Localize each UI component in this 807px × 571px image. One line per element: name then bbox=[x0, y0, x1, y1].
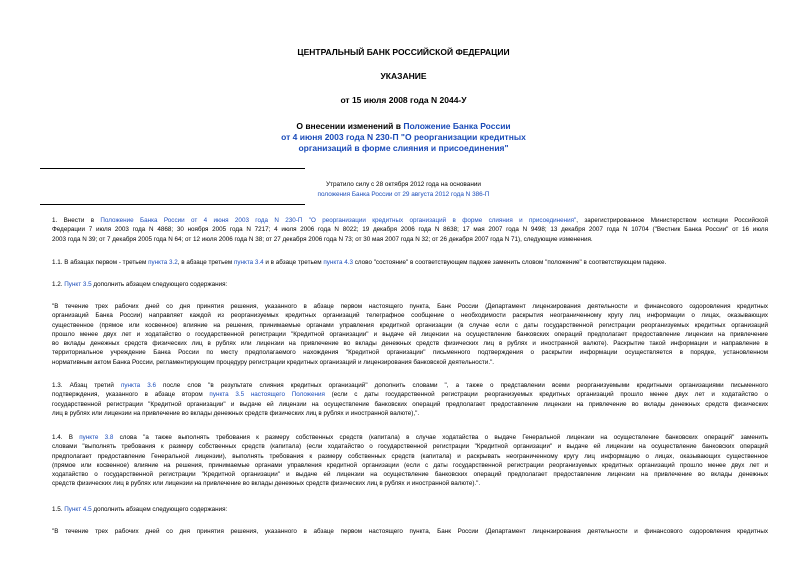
clause-3-5-link[interactable]: пункта 3.5 настоящего Положения bbox=[209, 391, 325, 399]
quoted-paragraph-1 bbox=[40, 302, 768, 367]
regulation-230p-link[interactable]: Положение Банка России от 4 июня 2003 года N 230-П "О реорганизации кредитных организаций в форме слияния и присоединения" bbox=[100, 217, 577, 224]
lost-force-link[interactable]: положения Банка России от 29 августа 2012 года N 386-П bbox=[317, 190, 490, 198]
clause-3-5-link[interactable]: Пункт 3.5 bbox=[64, 281, 92, 288]
text-span: дополнить абзацем следующего содержания: bbox=[91, 506, 228, 513]
clause-3-6-link[interactable]: пункта 3.6 bbox=[120, 382, 156, 389]
text-span: , зарегистрированное Министерством юстиции Российской bbox=[576, 217, 768, 224]
paragraph-1-5 bbox=[40, 505, 768, 514]
paragraph-line: 2003 года N 39; от 7 декабря 2005 года N 64; от 12 июля 2006 года N 38; от 27 декабря 2006 года N 73; от 30 мая 2007 года N 32; от 26 декабря 2007 года N 71), следующие изменения. bbox=[52, 235, 593, 243]
title-line-1 bbox=[200, 121, 607, 132]
paragraph-1 bbox=[40, 216, 768, 244]
text-span: слова "а также выполнять требования к размеру собственных средств (капитала) в случае ходатайства о выдаче Генеральной лицензии на осуществление банковских операций" заменить bbox=[113, 434, 768, 441]
paragraph-line bbox=[40, 505, 768, 514]
paragraph-line: нормативным актом Банка России, регламентирующим процедуру регистрации кредитных организаций и лицензирования банковской деятельности.". bbox=[52, 358, 495, 366]
text-span: , в абзаце третьем bbox=[177, 259, 234, 266]
paragraph-line: территориальное учреждение Банка России по месту предполагаемого нахождения "Кредитной организации" письменного подтверждения о раскрытии информации осуществляется в порядке, установленном bbox=[52, 349, 768, 357]
text-span: после слов "в результате слияния кредитных организаций" дополнить словами ", а также о представлении всеми реорганизуемыми кредитными организациями письменного bbox=[155, 382, 768, 389]
text-span: (если с даты государственной регистрации реорганизуемых кредитных организаций прошло менее двух лет и ходатайство о bbox=[324, 391, 768, 399]
clause-3-2-link[interactable]: пункта 3.2 bbox=[148, 259, 178, 266]
text-span: 1.3. Абзац третий bbox=[52, 382, 121, 389]
paragraph-line bbox=[40, 390, 768, 399]
title-link-part-2[interactable]: от 4 июня 2003 года N 230-П "О реорганизации кредитных bbox=[281, 132, 526, 142]
paragraph-line: "В течение трех рабочих дней со дня принятия решения, указанного в абзаце первом настоящего пункта, Банк России (Департамент лицензирования деятельности и финансового оздоровления кредитных bbox=[52, 528, 768, 535]
text-span: 1.4. В bbox=[52, 434, 80, 441]
paragraph-line bbox=[40, 433, 768, 442]
paragraph-line bbox=[40, 381, 768, 390]
paragraph-line: лиц в рублях или лицензии на привлечение во вклады денежных средств физических лиц в рублях и иностранной валюте),". bbox=[52, 409, 420, 417]
paragraph-line: Федерации 7 июля 2003 года N 4868; 30 ноября 2005 года N 7217; 4 июля 2006 года N 8022; 19 декабря 2006 года N 8638; 17 мая 2007 года N 9498; 13 декабря 2007 года N 10704 ("Вестник Банка России" от 16 июля bbox=[52, 226, 768, 234]
paragraph-1-2 bbox=[40, 280, 768, 289]
paragraph-line bbox=[40, 258, 768, 267]
paragraph-line bbox=[40, 280, 768, 289]
text-span: 1. Внести в bbox=[52, 217, 101, 224]
clause-3-8-link[interactable]: пункте 3.8 bbox=[79, 434, 114, 441]
divider bbox=[40, 204, 305, 205]
document-title bbox=[200, 121, 607, 154]
paragraph-line: государственной регистрации "Кредитной организации" и выдаче ей лицензии на осуществление банковских операций предполагает предоставление лицензии на привлечение во вклады денежных средств физических bbox=[52, 400, 768, 408]
quoted-paragraph-2 bbox=[40, 527, 768, 536]
clause-4-3-link[interactable]: пункта 4.3 bbox=[323, 259, 354, 266]
paragraph-line: словами "выполнять требования к размеру собственных средств (капитала) (если ходатайство о государственной регистрации "Кредитной организации" и выдаче ей лицензии на осуществление банковских операций bbox=[52, 443, 768, 451]
document-type: УКАЗАНИЕ bbox=[380, 71, 427, 81]
text-span: 1.5. bbox=[52, 506, 65, 513]
paragraph-line: организаций Банка России) направляет каждой из реорганизуемых кредитных организаций телеграфное сообщение о необходимости раскрытия неограниченному кругу лиц информации о лицах, оказывающих bbox=[52, 312, 768, 320]
text-span: дополнить абзацем следующего содержания: bbox=[91, 281, 228, 288]
paragraph-line: существенное (прямое или косвенное) влияние на решения, принимаемые органами управления кредитной организации (в случае если с даты государственной регистрации реорганизуемых кредитных организаций bbox=[52, 321, 768, 329]
text-span: 1.2. bbox=[52, 281, 65, 288]
lost-force-note bbox=[240, 180, 567, 199]
text-span: слово "состояние" в соответствующем падеже заменить словом "положение" в соответствующем падеже. bbox=[353, 259, 667, 266]
divider bbox=[40, 168, 305, 169]
paragraph-line: "В течение трех рабочих дней со дня принятия решения, указанного в абзаце первом настоящего пункта, Банк России (Департамент лицензирования деятельности и финансового оздоровления кредитных bbox=[52, 303, 768, 310]
paragraph-1-3 bbox=[40, 381, 768, 418]
paragraph-line bbox=[40, 216, 768, 225]
text-span: 1.1. В абзацах первом - третьем bbox=[52, 259, 149, 266]
issuer-heading: ЦЕНТРАЛЬНЫЙ БАНК РОССИЙСКОЙ ФЕДЕРАЦИИ bbox=[297, 47, 510, 57]
paragraph-line: во вклады денежных средств физических лиц в рублях или лицензии на привлечение во вклады денежных средств физических лиц в рублях и иностранной валюте). Раскрытие такой информации и направление в bbox=[52, 340, 768, 348]
document-date-number: от 15 июля 2008 года N 2044-У bbox=[340, 95, 467, 105]
clause-4-5-link[interactable]: Пункт 4.5 bbox=[64, 506, 92, 513]
title-prefix: О внесении изменений в bbox=[296, 121, 404, 131]
paragraph-line: средств физических лиц в рублях или лицензии на привлечение во вклады денежных средств физических лиц в рублях и иностранной валюте).". bbox=[52, 480, 481, 488]
text-span: подтверждения, указанного в абзаце втором bbox=[52, 391, 210, 399]
text-span: и в абзаце третьем bbox=[263, 259, 324, 266]
paragraph-1-1 bbox=[40, 258, 768, 267]
title-link-part-3[interactable]: организаций в форме слияния и присоединения" bbox=[298, 143, 509, 153]
paragraph-line: (прямое или косвенное) влияние на решения, принимаемые органами управления кредитной организации (если с даты государственной регистрации реорганизуемых кредитных организаций прошло менее двух лет и bbox=[52, 461, 768, 469]
paragraph-1-4 bbox=[40, 433, 768, 489]
paragraph-line: ходатайство о государственной регистрации "Кредитной организации" и выдаче ей лицензии на осуществление банковских операций предполагает предоставление лицензии на привлечение во вклады денежных bbox=[52, 471, 768, 479]
clause-3-4-link[interactable]: пункта 3.4 bbox=[233, 259, 264, 266]
paragraph-line: предполагает предоставление Генеральной лицензии), выполнять требования к размеру собственных средств (капитала) и раскрывать неограниченному кругу лиц информацию о лицах, оказывающих существенное bbox=[52, 452, 768, 460]
lost-force-text: Утратило силу с 28 октября 2012 года на основании bbox=[326, 181, 481, 188]
paragraph-line: прошло менее двух лет и ходатайство о государственной регистрации "Кредитной организации" и выдаче ей лицензии на осуществление банковских операций предполагает предоставление лицензии на привлечение bbox=[52, 330, 768, 338]
title-link-part-1[interactable]: Положение Банка России bbox=[403, 121, 511, 131]
